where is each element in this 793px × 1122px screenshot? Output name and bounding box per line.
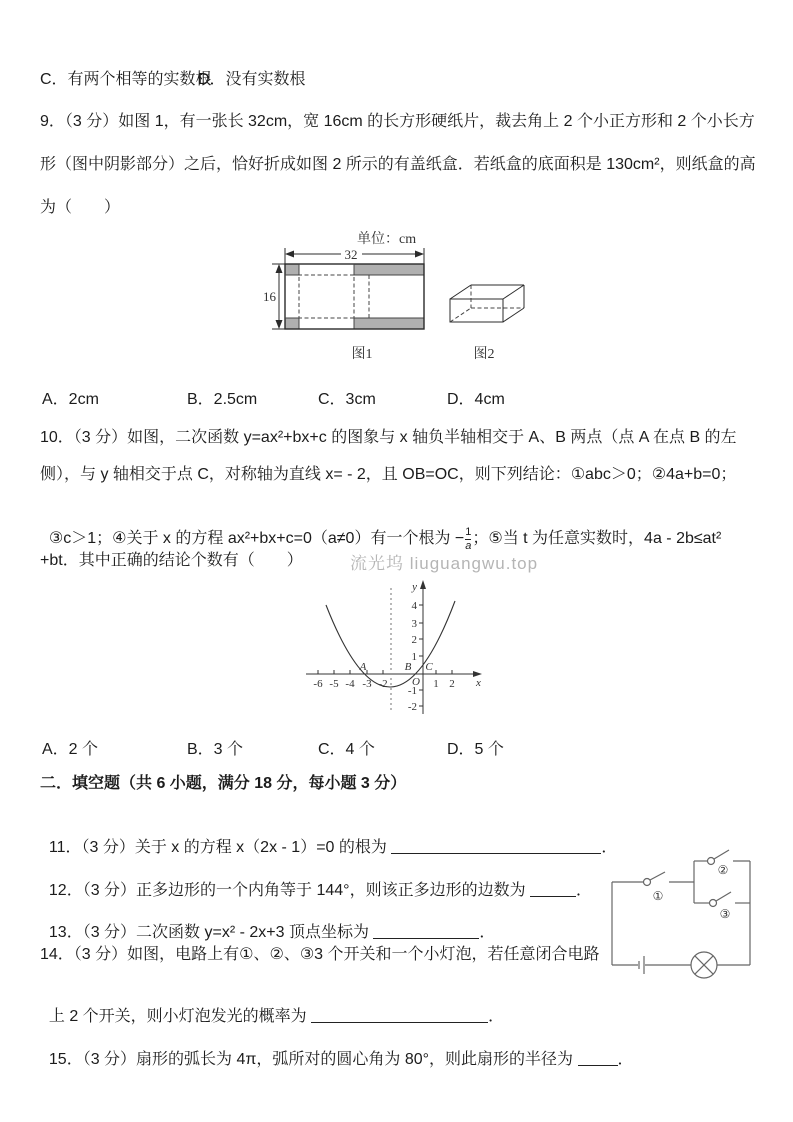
q12-period: ．	[576, 882, 593, 899]
q10-option-d: D．5 个	[447, 741, 504, 758]
q9-line-2: 形（图中阴影部分）之后，恰好折成如图 2 所示的有盖纸盒．若纸盒的底面积是 130cm²，则纸盒的高	[40, 156, 756, 173]
q9-line-3: 为（ ）	[40, 199, 121, 216]
x-tick--5: -5	[329, 678, 339, 690]
q13-text: 13．（3 分）二次函数 y=x² - 2x+3 顶点坐标为	[48, 924, 374, 941]
q13-period: ．	[479, 924, 496, 941]
q14-circuit-figure	[603, 840, 768, 982]
x-tick--6: -6	[313, 678, 323, 690]
q10-line-2: 侧），与 y 轴相交于点 C，对称轴为直线 x= - 2，且 OB=OC，则下列结论：①abc＞0；②4a+b=0；	[40, 466, 737, 483]
q14-period: ．	[488, 1008, 505, 1025]
x-tick-2: 2	[449, 678, 455, 690]
battery-icon	[639, 956, 644, 974]
q8-option-c: C．有两个相等的实数根	[40, 71, 212, 88]
y-axis-arrow-icon	[420, 580, 426, 589]
q10-option-b: B．3 个	[187, 741, 244, 758]
q10-line-3-pre: ③c＞1；④关于 x 的方程 ax²+bx+c=0（a≠0）有一个根为 −	[48, 530, 465, 547]
figure2-caption: 图2	[473, 347, 495, 362]
y-tick--2: -2	[407, 701, 417, 713]
q9-option-a: A．2cm	[42, 391, 99, 408]
q10-line-3	[40, 507, 721, 552]
switch-1-contact-icon	[644, 879, 651, 886]
origin-label: O	[412, 676, 420, 688]
q10-option-c: C．4 个	[318, 741, 375, 758]
switch-1-label: ①	[652, 889, 664, 903]
x-tick--4: -4	[345, 678, 355, 690]
q9-figure	[256, 224, 538, 366]
figure-height-label: 16	[263, 289, 276, 304]
q15-text: 15．（3 分）扇形的弧长为 4π，弧所对的圆心角为 80°，则此扇形的半径为	[48, 1051, 578, 1068]
box-drawing	[450, 285, 524, 322]
arrow-down-icon	[276, 320, 283, 329]
switch-3-label: ③	[719, 907, 731, 921]
q9-line-1: 9．（3 分）如图 1，有一张长 32cm，宽 16cm 的长方形硬纸片，裁去角上 2 个小正方形和 2 个小长方	[40, 113, 755, 130]
figure-width-label: 32	[344, 247, 358, 262]
y-tick-3: 3	[411, 618, 417, 630]
arrow-right-icon	[415, 251, 424, 258]
q10-line-1: 10．（3 分）如图，二次函数 y=ax²+bx+c 的图象与 x 轴负半轴相交于 A、B 两点（点 A 在点 B 的左	[40, 429, 737, 446]
figure-unit-label: 单位：cm	[357, 232, 417, 247]
switch-2-label: ②	[717, 863, 729, 877]
q11-line	[40, 818, 617, 858]
q15-line	[40, 1030, 634, 1070]
q11-text: 11．（3 分）关于 x 的方程 x（2x - 1）=0 的根为	[48, 839, 392, 856]
q14-text: 上 2 个开关，则小灯泡发光的概率为	[48, 1008, 312, 1025]
arrow-left-icon	[285, 251, 294, 258]
q15-answer-blank	[578, 1050, 618, 1066]
q11-period: ．	[601, 839, 618, 856]
x-tick--2: -2	[378, 678, 388, 690]
q12-line	[40, 861, 592, 901]
fraction-denominator: a	[465, 540, 472, 552]
q13-line	[40, 903, 495, 943]
y-tick-4: 4	[411, 600, 417, 612]
q12-text: 12．（3 分）正多边形的一个内角等于 144°，则该正多边形的边数为	[48, 882, 531, 899]
x-tick-1: 1	[433, 678, 439, 690]
q10-option-a: A．2 个	[42, 741, 99, 758]
y-tick--1: -1	[407, 685, 417, 697]
q14-answer-blank	[311, 1007, 488, 1023]
lamp-icon	[691, 952, 717, 978]
switch-2-contact-icon	[708, 858, 715, 865]
point-b-label: B	[404, 661, 412, 673]
switch-3-contact-icon	[710, 900, 717, 907]
watermark: 流光坞 liuguangwu.top	[350, 554, 539, 573]
y-tick-1: 1	[411, 651, 417, 663]
arrow-up-icon	[276, 264, 283, 273]
x-tick--3: -3	[362, 678, 372, 690]
q9-option-d: D．4cm	[447, 391, 505, 408]
q9-option-c: C．3cm	[318, 391, 376, 408]
y-tick-2: 2	[411, 634, 417, 646]
q12-answer-blank	[530, 881, 576, 897]
q13-answer-blank	[373, 923, 479, 939]
q8-option-d: D．没有实数根	[198, 71, 306, 88]
q10-graph	[298, 578, 488, 720]
point-c-label: C	[425, 661, 433, 673]
y-axis-label: y	[412, 581, 417, 593]
q14-line-1: 14．（3 分）如图，电路上有①、②、③3 个开关和一个小灯泡，若任意闭合电路	[40, 946, 600, 963]
q11-answer-blank	[391, 838, 601, 854]
q9-option-b: B．2.5cm	[187, 391, 258, 408]
fraction-numerator: 1	[465, 526, 472, 538]
q10-line-3-post: ；⑤当 t 为任意实数时，4a - 2b≤at²	[472, 530, 722, 547]
q15-period: ．	[617, 1051, 634, 1068]
figure1-caption: 图1	[351, 347, 373, 362]
section-2-title: 二．填空题（共 6 小题，满分 18 分，每小题 3 分）	[40, 775, 407, 792]
q10-line-4: +bt．其中正确的结论个数有（ ）	[40, 552, 303, 569]
x-axis-label: x	[476, 677, 481, 689]
point-a-label: A	[359, 661, 367, 673]
q14-line-2	[40, 987, 504, 1027]
